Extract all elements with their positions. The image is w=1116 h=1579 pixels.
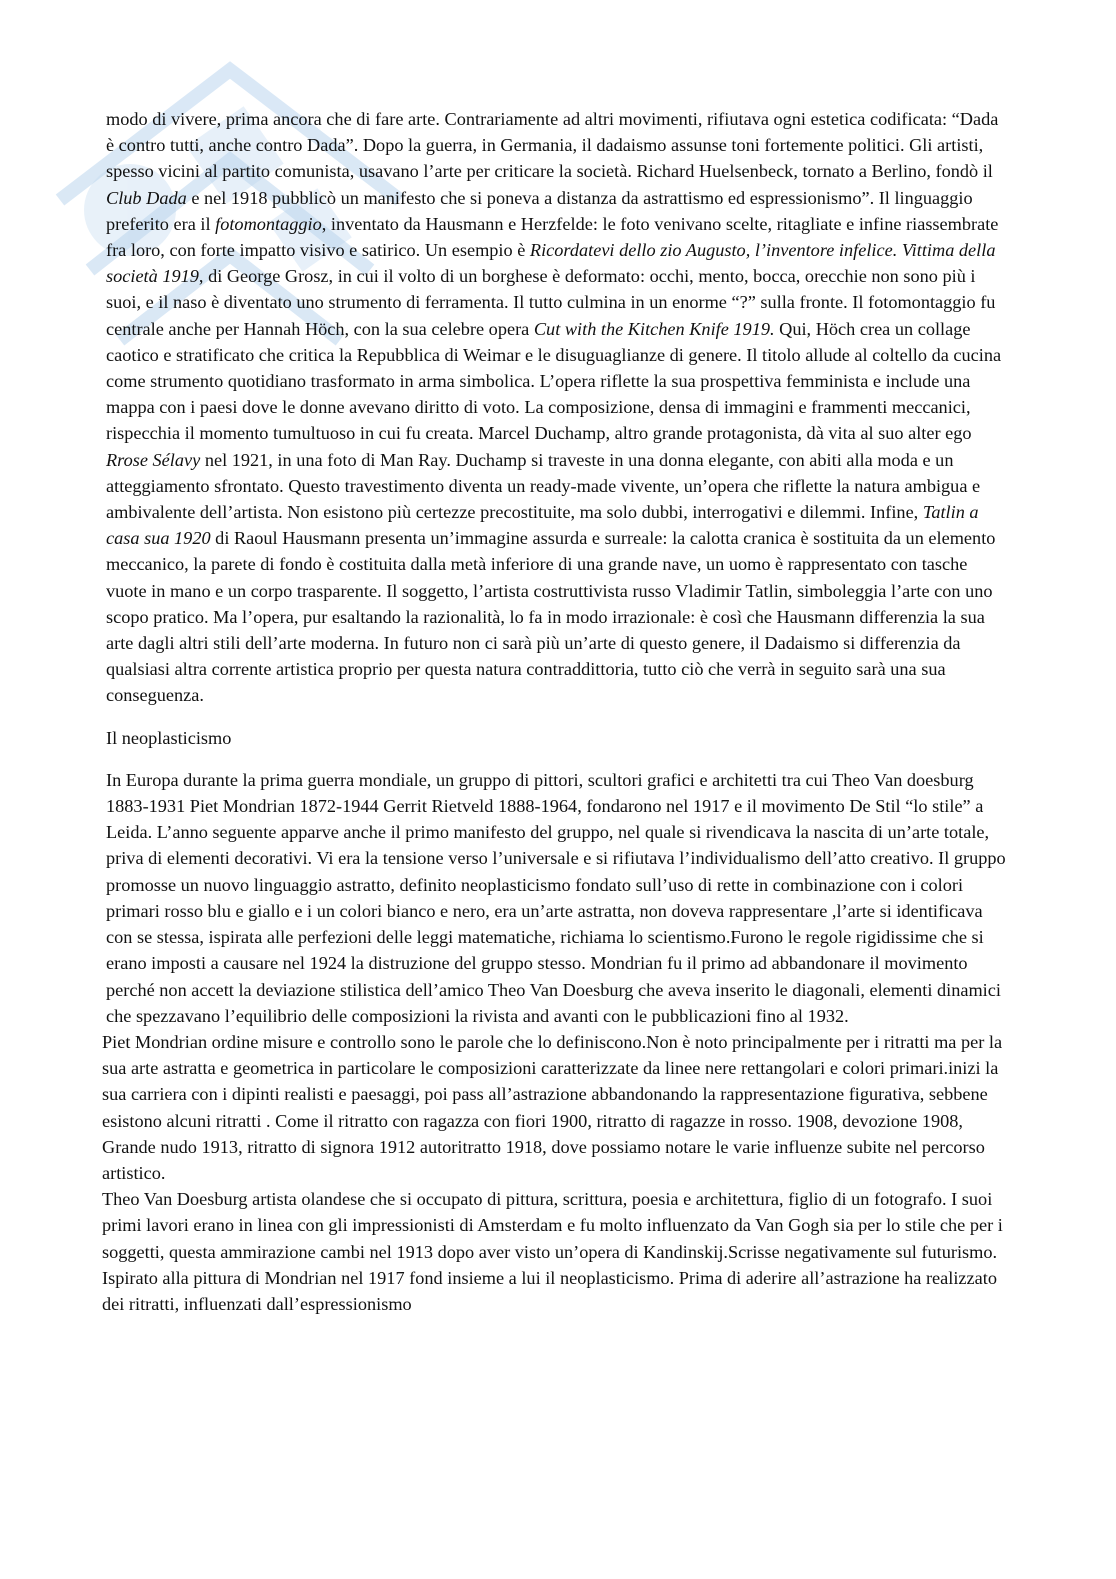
italic-title-run: Club Dada	[106, 187, 187, 208]
section-heading: Il neoplasticismo	[106, 727, 232, 748]
text-run: di Raoul Hausmann presenta un’immagine assurda e surreale: la calotta cranica è sostituita da un elemento meccanico, la parete di fondo è costituita dalla metà inferiore di una grande nave, un uomo è rappresentato con tasche vuote in mano e un corpo trasparente. Il soggetto, l’artista costruttivista russo Vladimir Tatlin, simboleggia l’arte con uno scopo pratico. Ma l’opera, pur esaltando la razionalità, lo fa in modo irrazionale: è così che Hausmann differenzia la sua arte dagli altri stili dell’arte moderna. In futuro non ci sarà più un’arte di questo genere, il Dadaismo si differenzia da qualsiasi altra corrente artistica proprio per questa natura contraddittoria, tutto ciò che verrà in seguito sarà una sua conseguenza.	[106, 528, 996, 706]
paragraph-dadaism	[106, 106, 1011, 709]
paragraph-neoplasticism-intro: In Europa durante la prima guerra mondiale, un gruppo di pittori, scultori grafici e architetti tra cui Theo Van doesburg 1883-1931 Piet Mondrian 1872-1944 Gerrit Rietveld 1888-1964, fondarono nel 1917 e il movimento De Stil “lo stile” a Leida. L’anno seguente apparve anche il primo manifesto del gruppo, nel quale si rivendicava la nascita di un’arte totale, priva di elementi decorativi. Vi era la tensione verso l’universale e si rifiutava l’individualismo dell’atto creativo. Il gruppo promosse un nuovo linguaggio astratto, definito neoplasticismo fondato sull’uso di rette in combinazione con i colori primari rosso blu e giallo e i un colori bianco e nero, era un’arte astratta, non doveva rappresentare ,l’arte si identificava con se stessa, ispirata alle perfezioni delle leggi matematiche, richiama lo scientismo.Furono le regole rigidissime che si erano imposti a causare nel 1924 la distruzione del gruppo stesso. Mondrian fu il primo ad abbandonare il movimento perché non accett la deviazione stilistica dell’amico Theo Van Doesburg che aveva inserito le diagonali, elementi dinamici che spezzavano l’equilibrio delle composizioni la rivista and avanti con le pubblicazioni fino al 1932.	[106, 769, 1006, 1026]
document-body	[102, 106, 1011, 1317]
paragraph-van-doesburg: Theo Van Doesburg artista olandese che si occupato di pittura, scrittura, poesia e architettura, figlio di un fotografo. I suoi primi lavori erano in linea con gli impressionisti di Amsterdam e fu molto influenzato da Van Gogh sia per lo stile che per i soggetti, questa ammirazione cambi nel 1913 dopo aver visto un’opera di Kandinskij.Scrisse negativamente sul futurismo. Ispirato alla pittura di Mondrian nel 1917 fond insieme a lui il neoplasticismo. Prima di aderire all’astrazione ha realizzato dei ritratti, influenzati dall’espressionismo	[102, 1189, 1003, 1314]
text-run: Qui, Höch crea un collage caotico e stratificato che critica la Repubblica di Weimar e le disuguaglianze di genere. Il titolo allude al coltello da cucina come strumento quotidiano trasformato in arma simbolica. L’opera riflette la sua prospettiva femminista e include una mappa con i paesi dove le donne avevano diritto di voto. La composizione, densa di immagini e frammenti meccanici, rispecchia il momento tumultuoso in cui fu creata. Marcel Duchamp, altro grande protagonista, dà vita al suo alter ego	[106, 318, 1002, 444]
text-run: , inventato da Hausmann e Herzfelde: le foto venivano scelte, ritagliate e infine riassembrate fra loro, con forte impatto visivo e satirico. Un esempio è	[106, 213, 999, 261]
italic-title-run: Tatlin a casa sua 1920	[106, 502, 979, 549]
text-run: modo di vivere, prima ancora che di fare arte. Contrariamente ad altri movimenti, rifiutava ogni estetica codificata: “Dada è contro tutti, anche contro Dada”. Dopo la guerra, in Germania, il dadaismo assunse toni fortemente politici. Gli artisti, spesso vicini al partito comunista, usavano l’arte per criticare la società. Richard Huelsenbeck, tornato a Berlino, fondò il	[106, 109, 999, 182]
italic-title-run: Ricordatevi dello zio Augusto, l’inventore infelice. Vittima della società 1919	[106, 240, 996, 287]
text-run: , di George Grosz, in cui il volto di un borghese è deformato: occhi, mento, bocca, orecchie non sono più i suoi, e il naso è diventato uno strumento di ferramenta. Il tutto culmina in un enorme “?” sulla fronte. Il fotomontaggio fu centrale anche per Hannah Höch, con la sua celebre opera	[106, 266, 996, 339]
text-run: nel 1921, in una foto di Man Ray. Duchamp si traveste in una donna elegante, con abiti alla moda e un atteggiamento sfrontato. Questo travestimento diventa un ready-made vivente, un’opera che riflette la natura ambigua e ambivalente dell’artista. Non esistono più certezze precostituite, ma solo dubbi, interrogativi e dilemmi. Infine,	[106, 449, 981, 523]
italic-title-run: Cut with the Kitchen Knife 1919.	[533, 318, 775, 339]
paragraph-mondrian: Piet Mondrian ordine misure e controllo sono le parole che lo definiscono.Non è noto principalmente per i ritratti ma per la sua arte astratta e geometrica in particolare le composizioni caratterizzate da linee nere rettangolari e colori primari.inizi la sua carriera con i dipinti realisti e paesaggi, poi pass all’astrazione abbandonando la rappresentazione figurativa, sebbene esistono alcuni ritratti . Come il ritratto con ragazza con fiori 1900, ritratto di ragazze in rosso. 1908, devozione 1908, Grande nudo 1913, ritratto di signora 1912 autoritratto 1918, dove possiamo notare le varie influenze subite nel percorso artistico.	[102, 1031, 1003, 1183]
italic-title-run: fotomontaggio	[215, 213, 322, 234]
text-run: e nel 1918 pubblicò un manifesto che si poneva a distanza da astrattismo ed espressionismo”. Il linguaggio preferito era il	[106, 187, 973, 234]
italic-title-run: Rrose Sélavy	[106, 449, 201, 470]
